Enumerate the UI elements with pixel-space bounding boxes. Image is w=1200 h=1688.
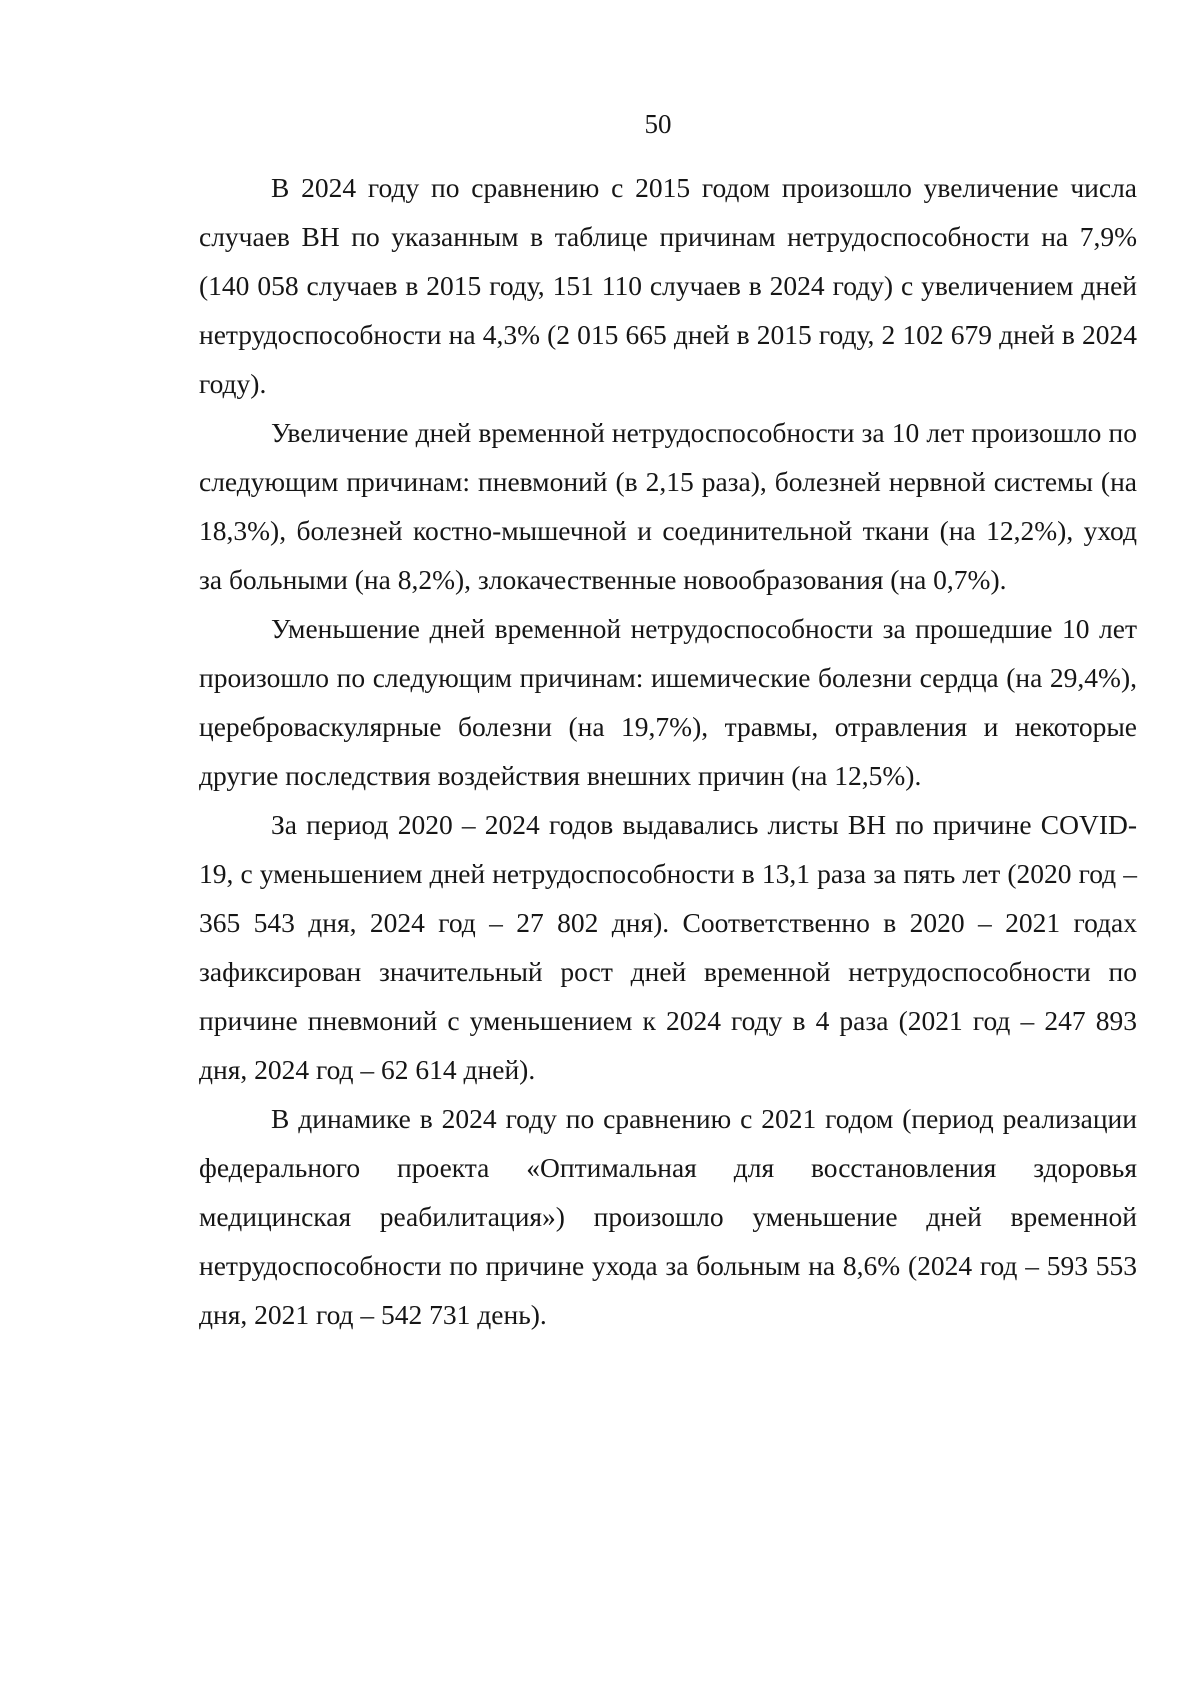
paragraph-sick-leave-increase: В 2024 году по сравнению с 2015 годом произошло увеличение числа случаев ВН по указанным в таблице причинам нетрудоспособности на 7,9% (140 058 случаев в 2015 году, 151 110 случаев в 2024 году) с увеличением дней нетрудоспособности на 4,3% (2 015 665 дней в 2015 году, 2 102 679 дней в 2024 году).	[199, 172, 1137, 399]
paragraph-increase-causes: Увеличение дней временной нетрудоспособности за 10 лет произошло по следующим причинам: пневмоний (в 2,15 раза), болезней нервной системы (на 18,3%), болезней костно-мышечной и соединительной ткани (на 12,2%), уход за больными (на 8,2%), злокачественные новообразования (на 0,7%).	[199, 417, 1137, 595]
paragraph-decrease-causes: Уменьшение дней временной нетрудоспособности за прошедшие 10 лет произошло по следующим причинам: ишемические болезни сердца (на 29,4%), цереброваскулярные болезни (на 19,7%), травмы, отравления и некоторые другие последствия воздействия внешних причин (на 12,5%).	[199, 613, 1137, 791]
paragraph-rehabilitation: В динамике в 2024 году по сравнению с 2021 годом (период реализации федерального проекта «Оптимальная для восстановления здоровья медицинская реабилитация») произошло уменьшение дней временной нетрудоспособности по причине ухода за больным на 8,6% (2024 год – 593 553 дня, 2021 год – 542 731 день).	[199, 1103, 1137, 1330]
paragraph-covid: За период 2020 – 2024 годов выдавались листы ВН по причине COVID-19, с уменьшением дней нетрудоспособности в 13,1 раза за пять лет (2020 год – 365 543 дня, 2024 год – 27 802 дня). Соответственно в 2020 – 2021 годах зафиксирован значительный рост дней временной нетрудоспособности по причине пневмоний с уменьшением к 2024 году в 4 раза (2021 год – 247 893 дня, 2024 год – 62 614 дней).	[199, 809, 1137, 1085]
page-number: 50	[644, 109, 672, 139]
body-text	[199, 163, 1137, 1339]
